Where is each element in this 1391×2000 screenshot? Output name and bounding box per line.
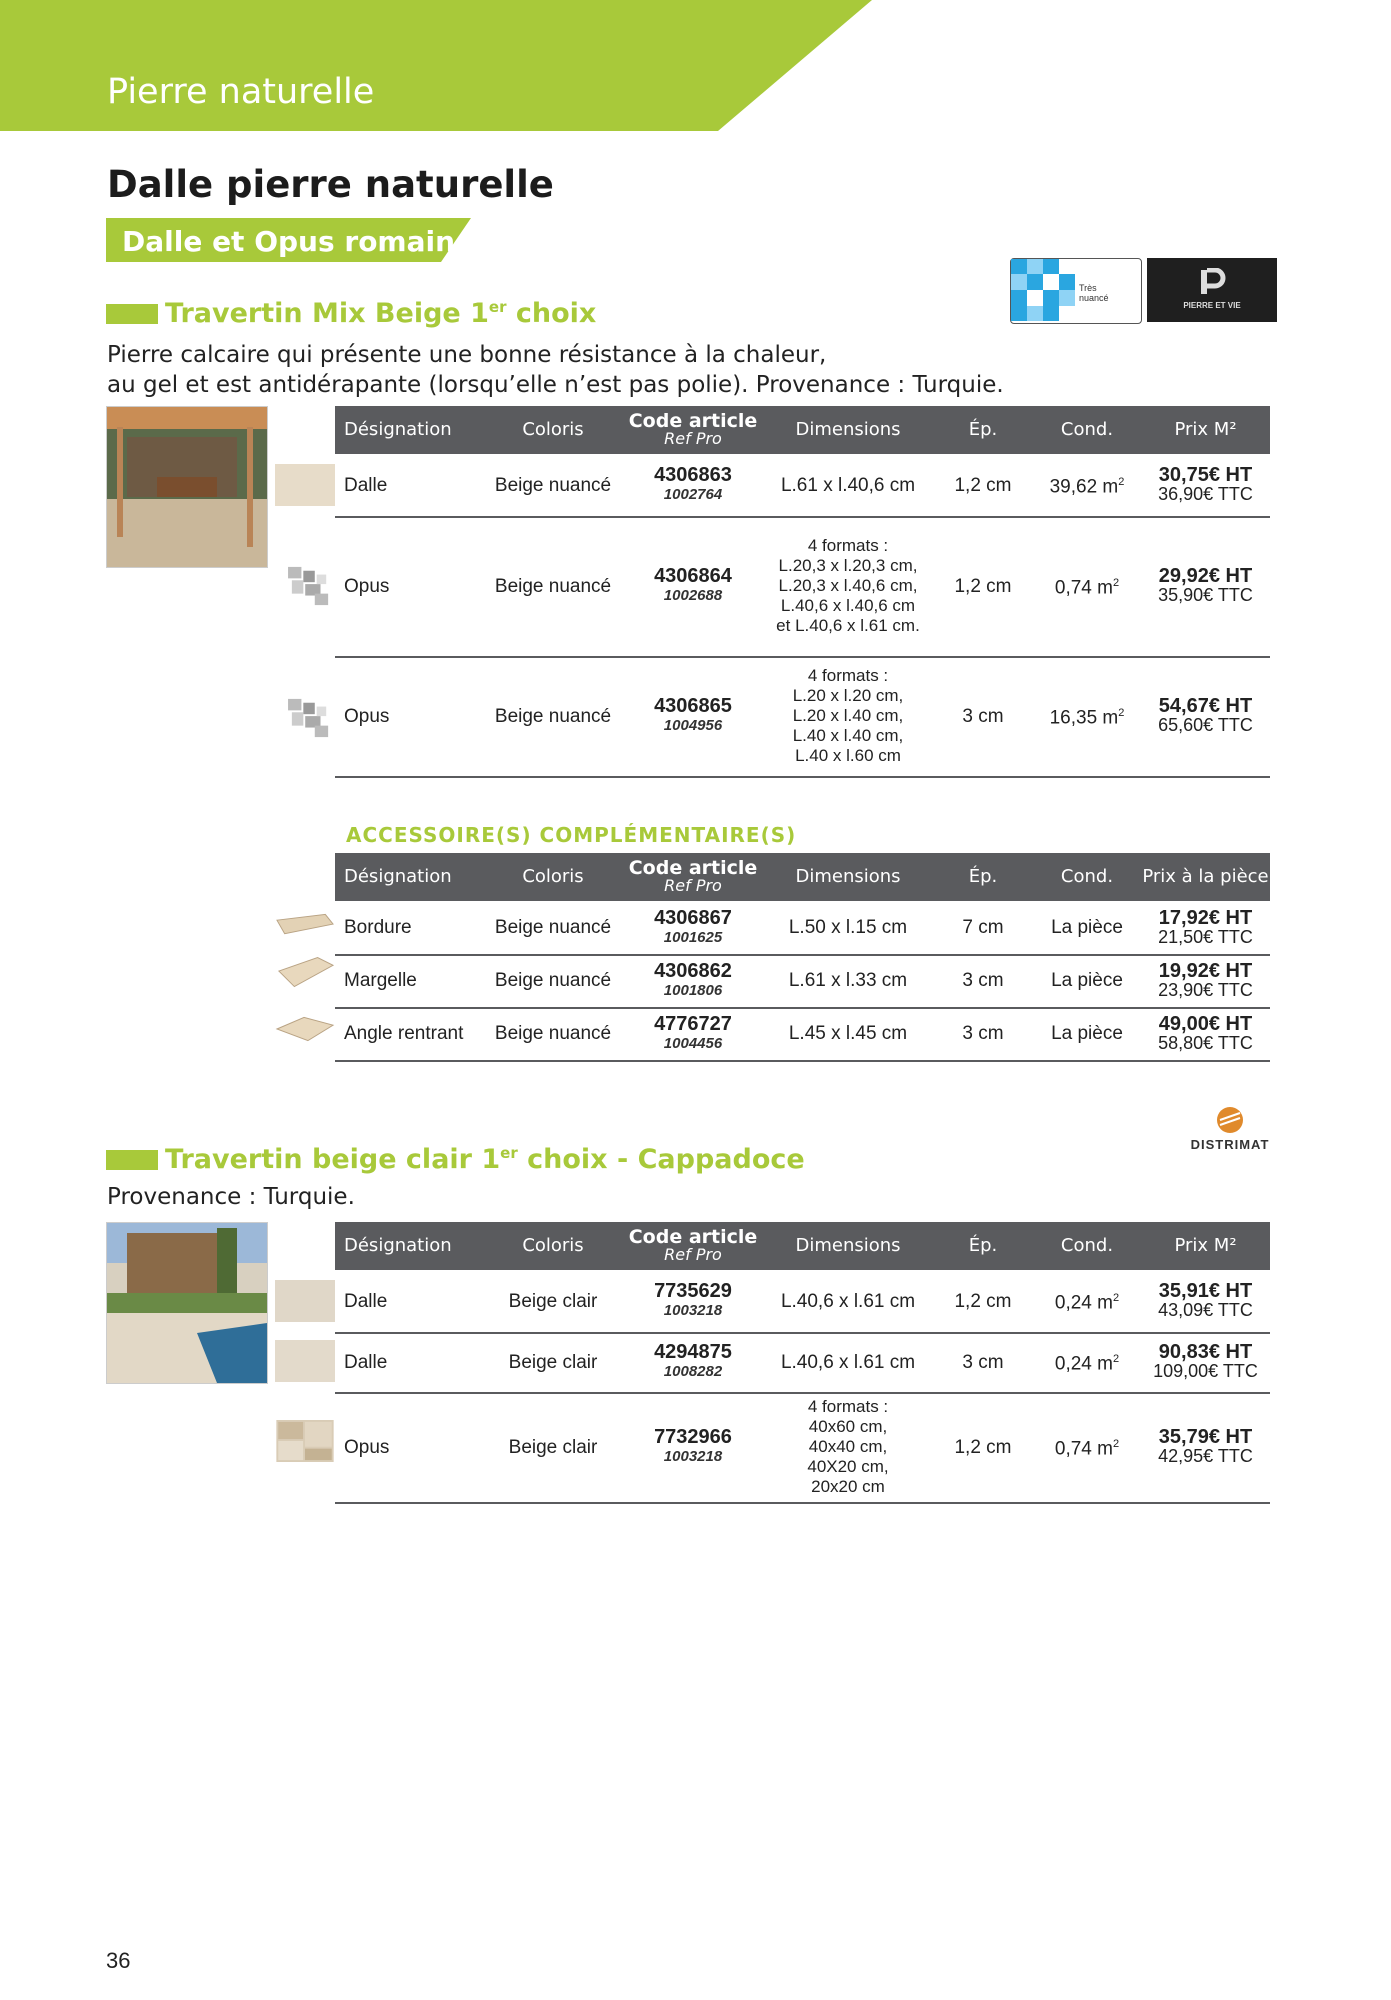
nuance-logo: [1010, 258, 1142, 324]
col-designation: Désignation: [344, 419, 452, 440]
thumb-dalle-clair: [275, 1340, 335, 1382]
opus-pattern-icon: [280, 697, 340, 739]
accessories-table-header: Désignation Coloris Code article Ref Pro Dimensions Ép. Cond. Prix à la pièce: [335, 853, 1270, 901]
section2-description: Provenance : Turquie.: [107, 1184, 355, 1210]
table-row: Angle rentrant Beige nuancé 4776727 1004456 L.45 x l.45 cm 3 cm La pièce 49,00€ HT 58,80€ TTC: [335, 1007, 1270, 1062]
product-photo-pool: [106, 1222, 268, 1384]
table1-header: [335, 406, 1270, 454]
table-row: Bordure Beige nuancé 4306867 1001625 L.50 x l.15 cm 7 cm La pièce 17,92€ HT 21,50€ TTC: [335, 901, 1270, 956]
table-row: Opus Beige clair 7732966 1003218 4 formats : 40x60 cm, 40x40 cm, 40X20 cm, 20x20 cm 1,2 cm 0,74 $m^2$ 35,79€ HT 42,95€ TTC: [335, 1392, 1270, 1504]
margelle-image: [275, 952, 335, 994]
checker-icon: [1011, 259, 1075, 321]
nuance-label-1: Très: [1079, 283, 1097, 293]
section2-title: Travertin beige clair 1er choix - Cappadoce: [165, 1144, 805, 1175]
table-row: Opus Beige nuancé 4306865 1004956 4 formats : L.20 x l.20 cm, L.20 x l.40 cm, L.40 x l.40 cm, L.40 x l.60 cm 3 cm 16,35 $m^2$ 54,67€ HT 65,60€ TTC: [335, 656, 1270, 778]
distrimat-icon: [1212, 1105, 1248, 1135]
section-header-title: Pierre naturelle: [107, 72, 375, 112]
table2-header: Désignation Coloris Code article Ref Pro Dimensions Ép. Cond. Prix M²: [335, 1222, 1270, 1270]
section1-title: Travertin Mix Beige 1er choix: [165, 298, 597, 329]
sub-banner-title: Dalle et Opus romain: [122, 225, 456, 258]
table-row: Dalle Beige nuancé 4306863 1002764 L.61 x l.40,6 cm 1,2 cm 39,62 $m^2$ 30,75€ HT 36,90€ TTC: [335, 454, 1270, 518]
table-row: Dalle Beige clair 7735629 1003218 L.40,6 x l.61 cm 1,2 cm 0,24 $m^2$ 35,91€ HT 43,09€ TTC: [335, 1270, 1270, 1334]
angle-rentrant-image: [275, 1008, 335, 1050]
pierre-et-vie-logo: [1147, 258, 1277, 322]
section1-description-line1: Pierre calcaire qui présente une bonne résistance à la chaleur,: [107, 342, 827, 368]
section-marker: [106, 1150, 158, 1170]
col-ep: Ép.: [968, 419, 998, 440]
section1-description-line2: au gel et est antidérapante (lorsqu’elle n’est pas polie). Provenance : Turquie.: [107, 372, 1004, 398]
accessories-title: ACCESSOIRE(S) COMPLÉMENTAIRE(S): [346, 823, 797, 847]
distrimat-logo: [1180, 1105, 1280, 1163]
table-row: Opus Beige nuancé 4306864 1002688 4 formats : L.20,3 x l.20,3 cm, L.20,3 x l.40,6 cm, L.40,6 x l.40,6 cm et L.40,6 x l.61 cm. 1,2 cm 0,74 $m^2$ 29,92€ HT 35,90€ TTC: [335, 516, 1270, 658]
col-dimensions: Dimensions: [795, 419, 901, 440]
col-code: Code article Ref Pro: [628, 410, 758, 448]
col-prix: Prix M²: [1174, 419, 1237, 440]
product-photo-terrace: [106, 406, 268, 568]
col-cond: Cond.: [1060, 419, 1114, 440]
page-title: Dalle pierre naturelle: [107, 163, 554, 206]
page-number: 36: [106, 1948, 131, 1973]
col-coloris: Coloris: [522, 419, 584, 440]
thumb-dalle: [275, 464, 335, 506]
pierre-et-vie-icon: [1197, 268, 1227, 296]
section-marker: [106, 304, 158, 324]
table-row: Margelle Beige nuancé 4306862 1001806 L.61 x l.33 cm 3 cm La pièce 19,92€ HT 23,90€ TTC: [335, 954, 1270, 1009]
nuance-label-2: nuancé: [1079, 293, 1109, 303]
distrimat-brand: DISTRIMAT: [1190, 1137, 1270, 1152]
table-row: Dalle Beige clair 4294875 1008282 L.40,6 x l.61 cm 3 cm 0,24 $m^2$ 90,83€ HT 109,00€ TTC: [335, 1332, 1270, 1394]
bordure-image: [275, 905, 335, 947]
brand-name: PIERRE ET VIE: [1183, 301, 1241, 310]
thumb-dalle-clair: [275, 1280, 335, 1322]
opus-clair-image: [275, 1420, 335, 1462]
opus-pattern-icon: [280, 565, 340, 607]
